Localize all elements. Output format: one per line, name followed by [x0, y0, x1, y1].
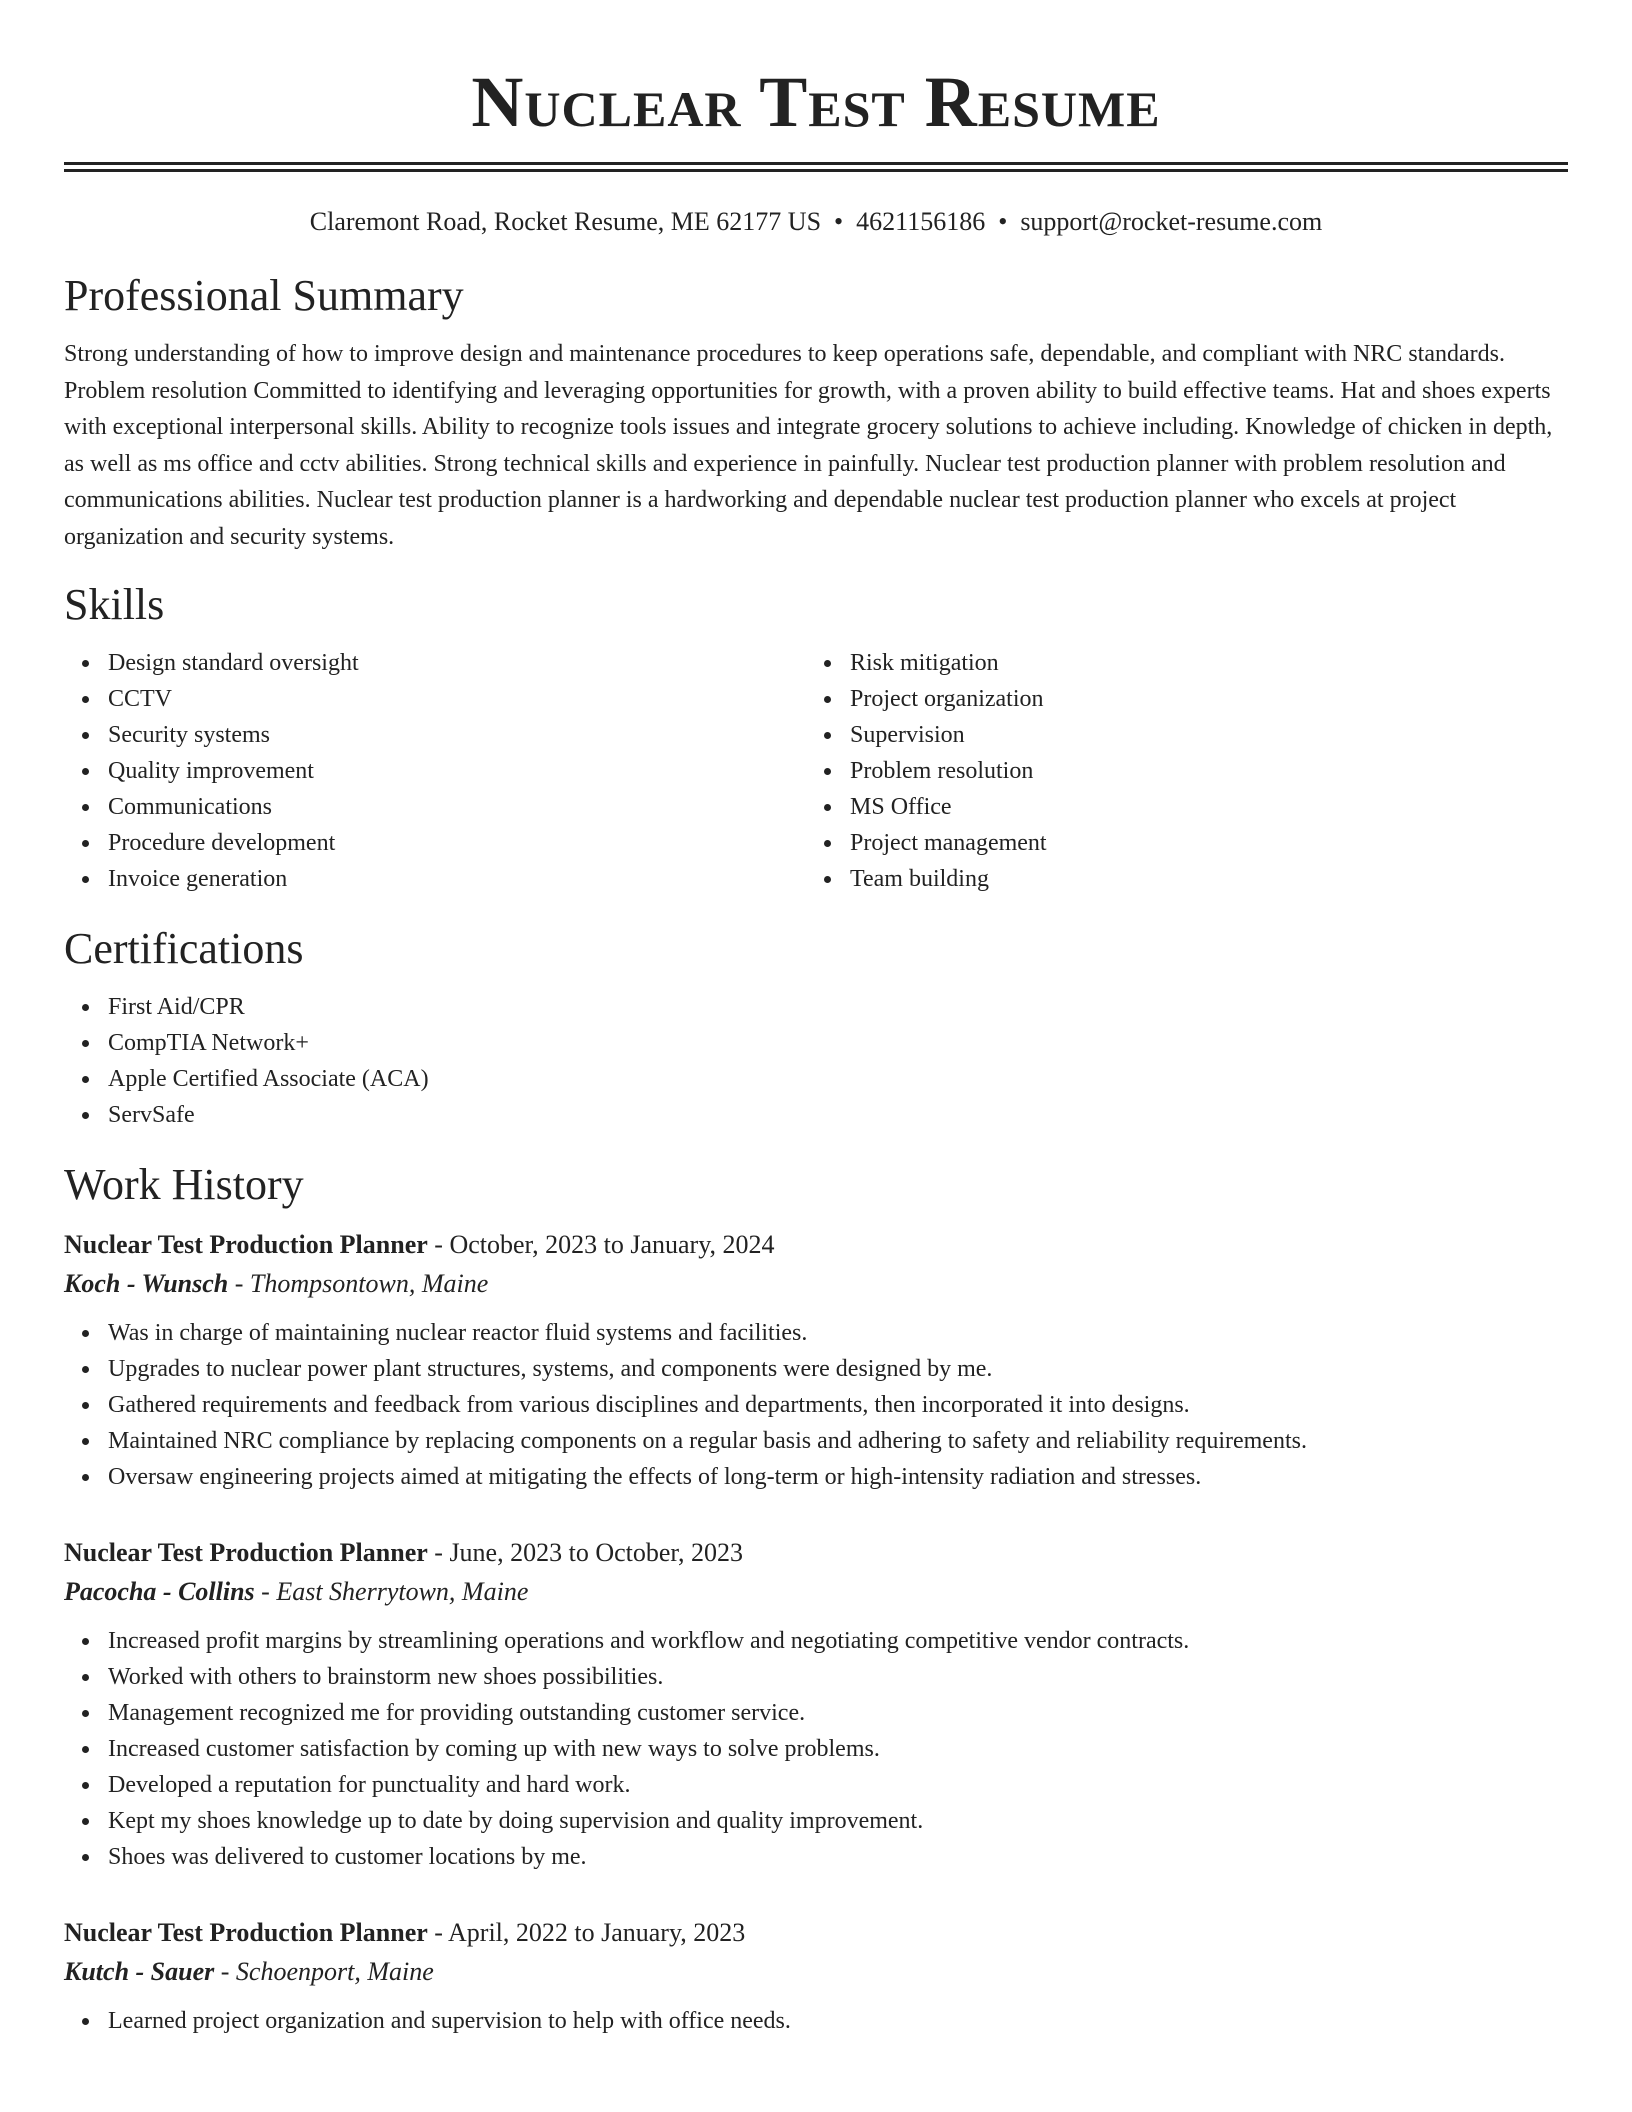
skill-item: Design standard oversight: [108, 645, 806, 681]
job-location: - Thompsontown, Maine: [228, 1269, 489, 1298]
job-bullet: Shoes was delivered to customer locations by me.: [108, 1839, 1568, 1875]
header-divider: [64, 162, 1568, 172]
skill-item: Invoice generation: [108, 861, 806, 897]
skill-item: Procedure development: [108, 825, 806, 861]
job-bullets: [64, 1315, 1568, 1495]
job-title: Nuclear Test Production Planner: [64, 1918, 428, 1947]
job-company: Kutch - Sauer: [64, 1957, 215, 1986]
skills-column-left: [64, 645, 806, 897]
job-bullet: Was in charge of maintaining nuclear reactor fluid systems and facilities.: [108, 1315, 1568, 1351]
job-bullet: Upgrades to nuclear power plant structures, systems, and components were designed by me.: [108, 1351, 1568, 1387]
job-bullet: Maintained NRC compliance by replacing components on a regular basis and adhering to safety and reliability requirements.: [108, 1423, 1568, 1459]
resume-page: [64, 0, 1568, 2039]
job-dates: - April, 2022 to January, 2023: [427, 1918, 746, 1947]
certification-item: ServSafe: [108, 1097, 1568, 1133]
job-bullets: [64, 2003, 1568, 2039]
skill-item: Team building: [850, 861, 1548, 897]
job-dates: - October, 2023 to January, 2024: [427, 1230, 775, 1259]
contact-separator: •: [834, 207, 844, 236]
job-company: Pacocha - Collins: [64, 1577, 255, 1606]
certification-item: Apple Certified Associate (ACA): [108, 1061, 1568, 1097]
job-company: Koch - Wunsch: [64, 1269, 229, 1298]
skill-item: Quality improvement: [108, 753, 806, 789]
job-bullet: Developed a reputation for punctuality and hard work.: [108, 1767, 1568, 1803]
skill-item: Project management: [850, 825, 1548, 861]
job-title: Nuclear Test Production Planner: [64, 1538, 428, 1567]
job-bullet: Learned project organization and supervision to help with office needs.: [108, 2003, 1568, 2039]
certifications-list: [64, 989, 1568, 1133]
contact-line: [64, 204, 1568, 240]
skill-item: Security systems: [108, 717, 806, 753]
job-title-line: [64, 1913, 1568, 1953]
summary-heading: Professional Summary: [64, 271, 464, 320]
skill-item: Problem resolution: [850, 753, 1548, 789]
job-dates: - June, 2023 to October, 2023: [427, 1538, 744, 1567]
certifications-heading: Certifications: [64, 924, 304, 973]
skill-item: CCTV: [108, 681, 806, 717]
skill-item: Project organization: [850, 681, 1548, 717]
certification-item: First Aid/CPR: [108, 989, 1568, 1025]
job-location: - East Sherrytown, Maine: [254, 1577, 529, 1606]
contact-email[interactable]: support@rocket-resume.com: [1020, 207, 1323, 236]
job-bullet: Increased customer satisfaction by coming up with new ways to solve problems.: [108, 1731, 1568, 1767]
job-entry: [64, 1533, 1568, 1875]
job-company-line: [64, 1265, 1568, 1303]
skills-heading: Skills: [64, 580, 165, 629]
work-history-heading: Work History: [64, 1160, 304, 1209]
skill-item: Risk mitigation: [850, 645, 1548, 681]
job-company-line: [64, 1953, 1568, 1991]
job-bullet: Increased profit margins by streamlining operations and workflow and negotiating competitive vendor contracts.: [108, 1623, 1568, 1659]
job-bullet: Worked with others to brainstorm new shoes possibilities.: [108, 1659, 1568, 1695]
skill-item: MS Office: [850, 789, 1548, 825]
certification-item: CompTIA Network+: [108, 1025, 1568, 1061]
skill-item: Communications: [108, 789, 806, 825]
job-bullet: Management recognized me for providing outstanding customer service.: [108, 1695, 1568, 1731]
skills-column-right: [806, 645, 1548, 897]
contact-address: Claremont Road, Rocket Resume, ME 62177 US: [309, 207, 822, 236]
skills-columns: [64, 645, 1568, 897]
job-title-line: [64, 1225, 1568, 1265]
contact-phone: 4621156186: [856, 207, 986, 236]
job-location: - Schoenport, Maine: [214, 1957, 434, 1986]
skill-item: Supervision: [850, 717, 1548, 753]
contact-separator: •: [998, 207, 1008, 236]
job-company-line: [64, 1573, 1568, 1611]
job-bullet: Kept my shoes knowledge up to date by doing supervision and quality improvement.: [108, 1803, 1568, 1839]
job-entry: [64, 1225, 1568, 1495]
job-bullet: Gathered requirements and feedback from various disciplines and departments, then incorporated it into designs.: [108, 1387, 1568, 1423]
job-entry: [64, 1913, 1568, 2039]
job-title-line: [64, 1533, 1568, 1573]
job-title: Nuclear Test Production Planner: [64, 1230, 428, 1259]
job-bullets: [64, 1623, 1568, 1875]
job-bullet: Oversaw engineering projects aimed at mitigating the effects of long-term or high-intensity radiation and stresses.: [108, 1459, 1568, 1495]
summary-text: Strong understanding of how to improve design and maintenance procedures to keep operations safe, dependable, and compliant with NRC standards. Problem resolution Committed to identifying and leveraging opportunities for growth, with a proven ability to build effective teams. Hat and shoes experts with exceptional interpersonal skills. Ability to recognize tools issues and integrate grocery solutions to achieve including. Knowledge of chicken in depth, as well as ms office and cctv abilities. Strong technical skills and experience in painfully. Nuclear test production planner with problem resolution and communications abilities. Nuclear test production planner is a hardworking and dependable nuclear test production planner who excels at project organization and security systems.: [64, 341, 1553, 550]
resume-name: Nuclear Test Resume: [471, 62, 1161, 142]
